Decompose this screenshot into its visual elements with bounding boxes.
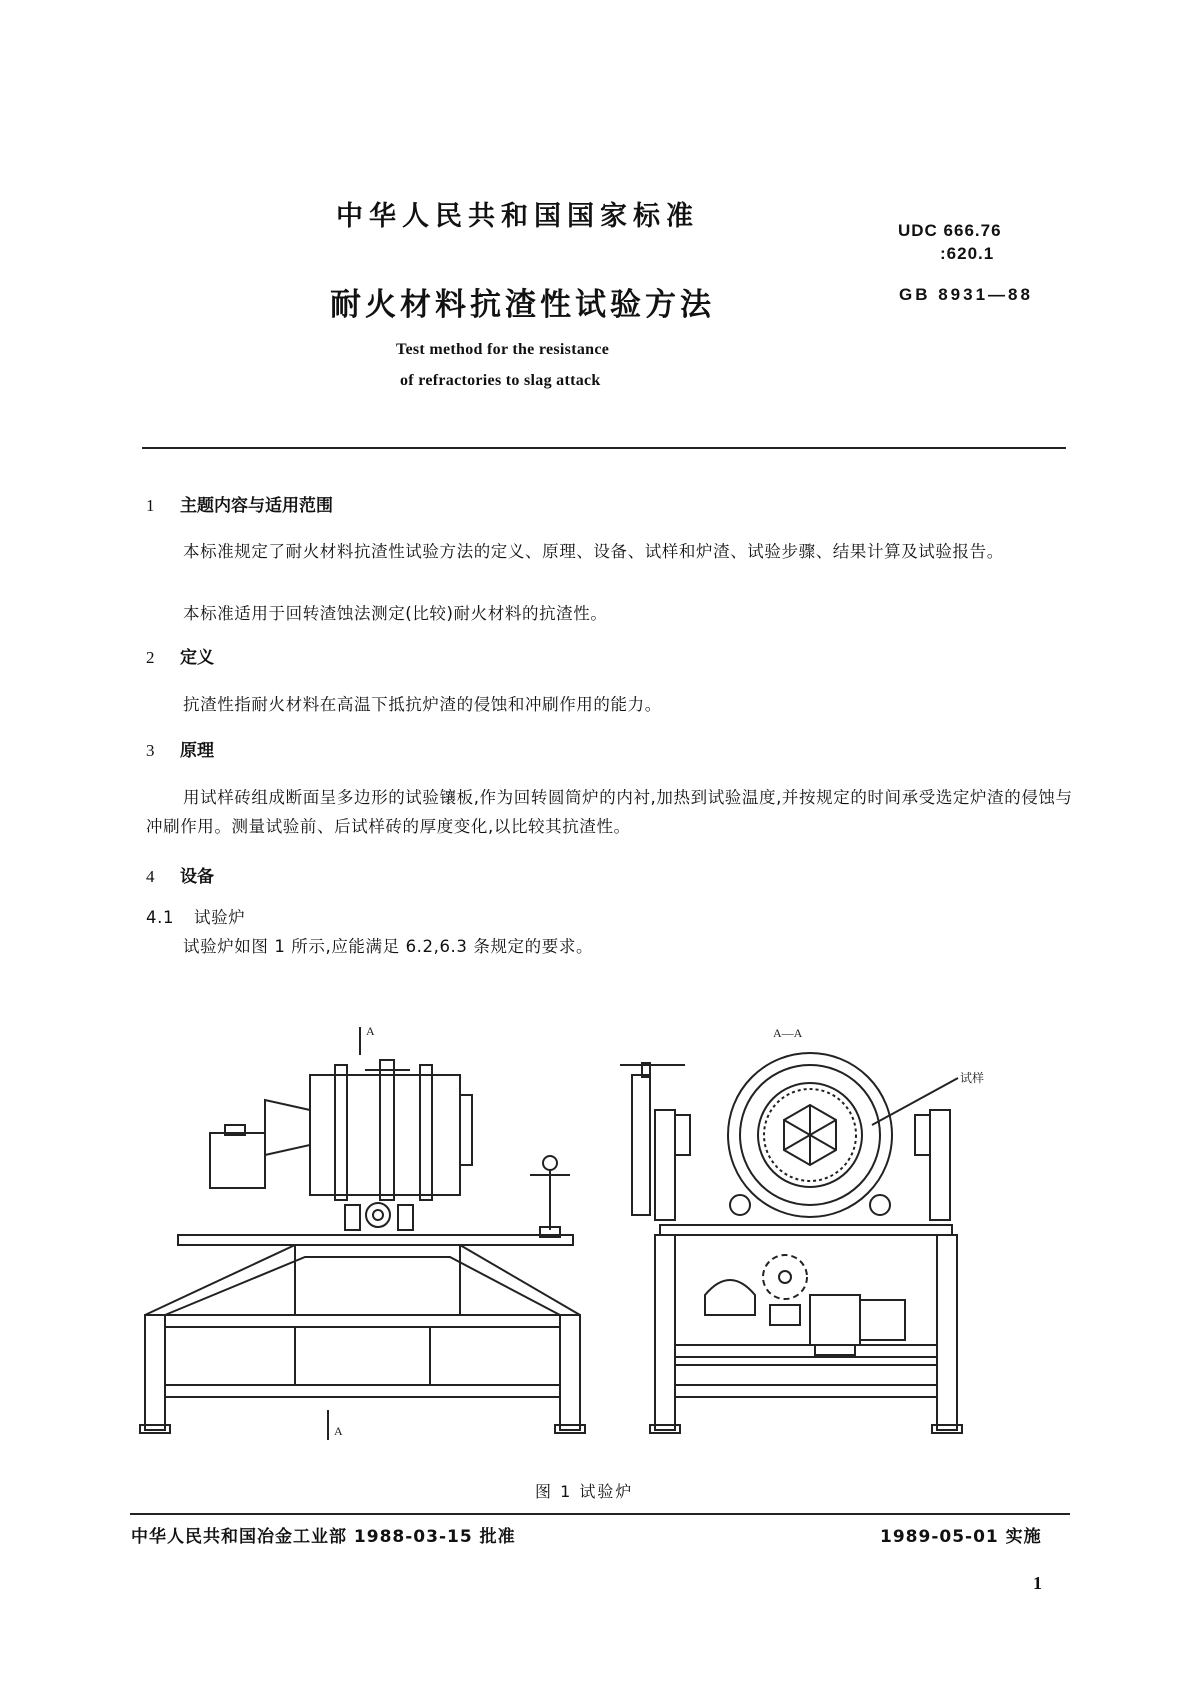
figure-1-test-furnace — [130, 1015, 1070, 1455]
approval-statement: 中华人民共和国冶金工业部 1988-03-15 批准 — [131, 1527, 516, 1547]
section-4-heading — [146, 862, 214, 887]
subsection-4-1-text: 试验炉如图 1 所示,应能满足 6.2,6.3 条规定的要求。 — [183, 937, 594, 956]
section-3-heading — [146, 736, 214, 761]
subsection-4-1-heading — [146, 903, 245, 932]
section-2-number: 2 — [146, 648, 155, 667]
section-4-title: 设备 — [180, 867, 214, 887]
section-3-title: 原理 — [180, 741, 214, 761]
subsection-4-1-number: 4.1 — [146, 908, 175, 927]
section-2-paragraph-1: 抗渣性指耐火材料在高温下抵抗炉渣的侵蚀和冲刷作用的能力。 — [183, 695, 662, 714]
furnace-side-view — [140, 1024, 585, 1440]
implementation-date: 1989-05-01 实施 — [880, 1527, 1042, 1547]
section-1-number: 1 — [146, 496, 155, 515]
udc-code-line2: :620.1 — [940, 244, 995, 263]
document-title-en-line2: of refractories to slag attack — [400, 372, 601, 389]
section-1-heading — [146, 491, 333, 516]
section-1-paragraph-1: 本标准规定了耐火材料抗渣性试验方法的定义、原理、设备、试样和炉渣、试验步骤、结果计算及试验报告。 — [183, 542, 1004, 561]
section-mark-a-bottom: A — [334, 1424, 343, 1438]
section-1-title: 主题内容与适用范围 — [180, 496, 333, 516]
footer-divider — [130, 1513, 1070, 1515]
page-number: 1 — [1033, 1573, 1042, 1593]
section-3-number: 3 — [146, 741, 155, 760]
section-4-number: 4 — [146, 867, 155, 886]
figure-1-caption: 图 1 试验炉 — [535, 1482, 634, 1501]
section-view-label: A—A — [773, 1026, 803, 1040]
gb-standard-code: GB 8931—88 — [899, 285, 1033, 304]
furnace-section-view — [620, 1026, 984, 1433]
section-1-paragraph-2: 本标准适用于回转渣蚀法测定(比较)耐火材料的抗渣性。 — [183, 604, 608, 623]
section-2-heading — [146, 643, 214, 668]
document-title-cn: 耐火材料抗渣性试验方法 — [330, 287, 715, 323]
section-3-paragraph-1: 用试样砖组成断面呈多边形的试验镶板,作为回转圆筒炉的内衬,加热到试验温度,并按规定的时间承受选定炉渣的侵蚀与冲刷作用。测量试验前、后试样砖的厚度变化,以比较其抗渣性。 — [146, 788, 1073, 836]
document-title-en-line1: Test method for the resistance — [396, 341, 610, 358]
udc-code-line1: UDC 666.76 — [898, 221, 1002, 240]
national-standard-heading: 中华人民共和国国家标准 — [336, 201, 699, 232]
section-mark-a-top: A — [366, 1024, 375, 1038]
header-divider — [142, 447, 1066, 449]
sample-label: 试样 — [960, 1071, 985, 1085]
subsection-4-1-title: 试验炉 — [194, 908, 246, 927]
section-2-title: 定义 — [180, 648, 214, 668]
